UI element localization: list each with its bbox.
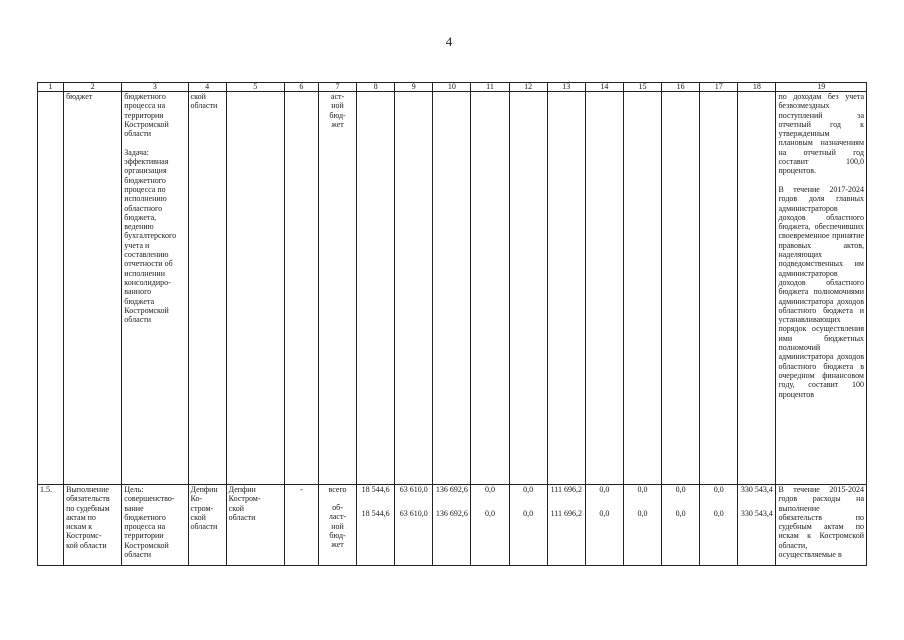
cell-coexecutor [226, 92, 284, 485]
cell-value [357, 92, 395, 485]
value-regional: 18 544,6 [361, 509, 390, 518]
header-cell-5: 5 [226, 83, 284, 92]
cell-value [623, 485, 661, 566]
cell-value [662, 485, 700, 566]
value-regional: 0,0 [713, 509, 724, 518]
value-total: 0,0 [637, 485, 648, 494]
value-regional: 0,0 [675, 509, 686, 518]
cell-value [433, 92, 471, 485]
header-cell-2: 2 [64, 83, 122, 92]
value-total: 18 544,6 [361, 485, 390, 494]
cell-value [662, 92, 700, 485]
value-regional: 0,0 [637, 509, 648, 518]
cell-value [738, 485, 776, 566]
cell-value [547, 92, 585, 485]
cell-value [700, 92, 738, 485]
value-regional: 0,0 [485, 509, 496, 518]
value-regional: 0,0 [523, 509, 534, 518]
cell-value [357, 485, 395, 566]
cell-value [395, 485, 433, 566]
header-row [38, 83, 867, 92]
header-cell-12: 12 [509, 83, 547, 92]
value-total: 330 543,4 [740, 485, 773, 494]
cell-value [395, 92, 433, 485]
header-cell-7: 7 [318, 83, 356, 92]
cell-value [509, 485, 547, 566]
value-total: 0,0 [485, 485, 496, 494]
value-regional: 111 696,2 [550, 509, 582, 518]
value-total: 0,0 [675, 485, 686, 494]
cell-period: - [284, 485, 318, 566]
header-cell-1: 1 [38, 83, 64, 92]
cell-executor: Депфин Ко- стром- ской области [188, 485, 226, 566]
header-cell-14: 14 [585, 83, 623, 92]
cell-name: Выполнение обязательств по судебным актам по искам к Костромс- кой области [64, 485, 122, 566]
source-regional: об- ласт- ной бюд- жет [328, 503, 347, 550]
header-cell-16: 16 [662, 83, 700, 92]
cell-value [509, 92, 547, 485]
source-total: всего [328, 485, 347, 494]
cell-value [738, 92, 776, 485]
header-cell-4: 4 [188, 83, 226, 92]
value-total: 0,0 [713, 485, 724, 494]
header-cell-3: 3 [122, 83, 188, 92]
cell-period [284, 92, 318, 485]
cell-executor: ской области [188, 92, 226, 485]
header-cell-6: 6 [284, 83, 318, 92]
cell-indicator: В течение 2015-2024 годов расходы на выполнение обязательств по судебным актам по искам к Костромской области, осуществляемые в [776, 485, 867, 566]
value-total: 0,0 [599, 485, 610, 494]
header-cell-17: 17 [700, 83, 738, 92]
cell-value [585, 485, 623, 566]
cell-value [471, 92, 509, 485]
cell-value [585, 92, 623, 485]
table-row [38, 485, 867, 566]
header-cell-10: 10 [433, 83, 471, 92]
cell-number [38, 92, 64, 485]
program-table [37, 82, 867, 566]
cell-indicator: по доходам без учета безвозмездных поступлений за отчетный год к утвержденным плановым назначениям на отчетный год составит 100,0 процентов. В течение 2017-2024 годов доля главных администраторов доходов областного бюджета, обеспечивших своевременное принятие правовых актов, наделяющих подведомственных им администраторов доходов областного бюджета полномочиями администратора доходов областного бюджета и устанавливающих порядок осуществления ими бюджетных полномочий администратора доходов областного бюджета в очередном финансовом году, составит 100 процентов [776, 92, 867, 485]
cell-name: бюджет [64, 92, 122, 485]
cell-goal: Цель: совершенство- вание бюджетного процесса на территории Костромской области [122, 485, 188, 566]
value-regional: 0,0 [599, 509, 610, 518]
cell-source [318, 485, 356, 566]
header-cell-8: 8 [357, 83, 395, 92]
header-cell-18: 18 [738, 83, 776, 92]
value-regional: 136 692,6 [435, 509, 468, 518]
value-total: 111 696,2 [550, 485, 582, 494]
value-regional: 63 610,0 [399, 509, 428, 518]
value-total: 0,0 [523, 485, 534, 494]
cell-number: 1.5. [38, 485, 64, 566]
value-total: 63 610,0 [399, 485, 428, 494]
value-total: 136 692,6 [435, 485, 468, 494]
header-cell-11: 11 [471, 83, 509, 92]
cell-goal: бюджетного процесса на территории Костромской области Задача: эффективная организация бюджетного процесса по исполнению областного бюджета, ведению бухгалтерского учета и составлению отчетности об исполнении консолидиро- ванного бюджета Костромской области [122, 92, 188, 485]
header-cell-13: 13 [547, 83, 585, 92]
cell-value [471, 485, 509, 566]
cell-source: аст- ной бюд- жет [318, 92, 356, 485]
header-cell-15: 15 [623, 83, 661, 92]
cell-value [433, 485, 471, 566]
header-cell-19: 19 [776, 83, 867, 92]
cell-value [700, 485, 738, 566]
cell-coexecutor: Депфин Костром- ской области [226, 485, 284, 566]
page-number: 4 [445, 34, 453, 49]
header-cell-9: 9 [395, 83, 433, 92]
value-regional: 330 543,4 [740, 509, 773, 518]
table-row [38, 92, 867, 485]
cell-value [623, 92, 661, 485]
cell-value [547, 485, 585, 566]
